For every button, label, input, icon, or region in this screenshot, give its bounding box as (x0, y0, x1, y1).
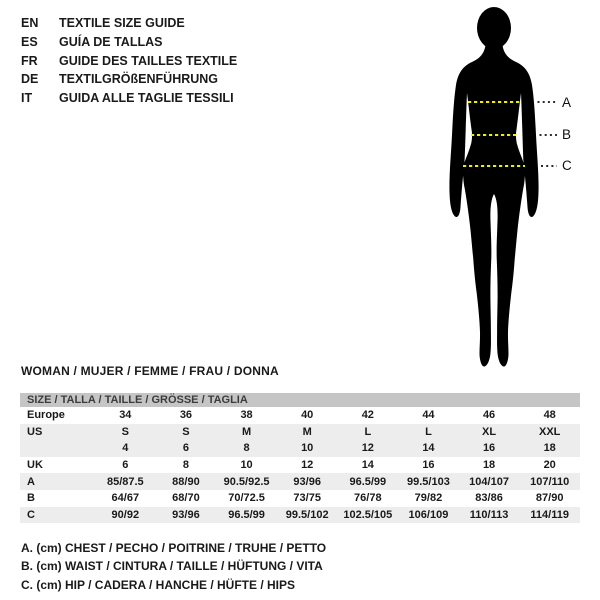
table-cell: 18 (543, 442, 556, 455)
table-cell: 102.5/105 (343, 508, 393, 521)
table-row-us-numbers (20, 440, 580, 457)
table-cell: 93/96 (293, 475, 321, 488)
table-cell: 68/70 (172, 492, 200, 505)
table-cell: M (241, 425, 252, 438)
table-cell: S (182, 425, 190, 438)
table-cell: 18 (482, 459, 496, 472)
lang-text: TEXTILGRÖßENFÜHRUNG (59, 72, 219, 87)
table-cell: XXL (538, 425, 561, 438)
table-cell: L (425, 425, 432, 438)
table-cell: 20 (543, 459, 556, 472)
table-cell: 6 (122, 459, 129, 472)
waist-marker-label: B (562, 127, 572, 142)
row-label: A (27, 475, 35, 488)
chest-marker-label: A (562, 95, 572, 110)
table-cell: 12 (361, 442, 374, 455)
table-cell: M (302, 425, 312, 438)
lang-text: GUIDA ALLE TAGLIE TESSILI (59, 91, 234, 106)
table-cell: 90.5/92.5 (223, 475, 270, 488)
table-cell: XL (482, 425, 497, 438)
table-cell: 70/72.5 (228, 492, 265, 505)
table-cell: 99.5/103 (407, 475, 450, 488)
table-cell: 16 (482, 442, 496, 455)
table-cell: 40 (301, 409, 314, 422)
table-cell: 10 (240, 459, 253, 472)
table-cell: 83/86 (475, 492, 503, 505)
lang-text: GUÍA DE TALLAS (59, 34, 163, 49)
woman-silhouette-figure (420, 0, 580, 380)
lang-text: GUIDE DES TAILLES TEXTILE (59, 53, 238, 68)
table-cell: 107/110 (530, 475, 570, 488)
legend-row-en (21, 14, 237, 33)
note-hip: C. (cm) HIP / CADERA / HANCHE / HÜFTE / HIPS (21, 577, 296, 592)
table-cell: 36 (179, 409, 193, 422)
table-cell: 46 (482, 409, 496, 422)
table-cell: 14 (422, 442, 435, 455)
table-row-europe (20, 407, 580, 424)
table-cell: 16 (422, 459, 435, 472)
row-label: B (27, 492, 35, 505)
lang-text: TEXTILE SIZE GUIDE (59, 16, 185, 30)
table-cell: 85/87.5 (106, 475, 144, 488)
table-cell: 76/78 (354, 492, 382, 505)
row-label: US (27, 425, 43, 438)
table-cell: 12 (301, 459, 314, 472)
note-waist: B. (cm) WAIST / CINTURA / TAILLE / HÜFTUNG / VITA (21, 559, 323, 574)
lang-code: IT (21, 91, 33, 106)
table-cell: 104/107 (469, 475, 509, 488)
table-cell: 10 (301, 442, 314, 455)
table-row-chest-a (20, 473, 580, 490)
table-header: SIZE / TALLA / TAILLE / GRÖSSE / TAGLIA (20, 393, 580, 407)
table-cell: 96.5/99 (228, 508, 265, 521)
table-cell: L (364, 425, 372, 438)
table-cell: 79/82 (414, 492, 443, 505)
row-label: UK (27, 459, 43, 472)
legend-row-fr (21, 52, 237, 71)
lang-code: ES (21, 34, 38, 49)
size-table (20, 393, 580, 523)
table-cell: 110/113 (469, 508, 509, 521)
table-cell: 90/92 (111, 508, 140, 521)
table-cell: 4 (122, 442, 129, 455)
table-cell: 44 (422, 409, 435, 422)
table-row-uk (20, 457, 580, 474)
row-label: Europe (27, 409, 65, 422)
note-chest: A. (cm) CHEST / PECHO / POITRINE / TRUHE / PETTO (21, 541, 327, 555)
measurement-notes (21, 539, 326, 594)
legend-row-de (21, 70, 237, 89)
table-cell: 34 (119, 409, 132, 422)
table-cell: 38 (240, 409, 253, 422)
hip-marker-label: C (562, 158, 572, 173)
table-row-us-letters (20, 424, 580, 441)
silhouette-body (449, 38, 538, 367)
legend-row-es (21, 33, 237, 52)
table-cell: S (121, 425, 129, 438)
table-row-waist-b (20, 490, 580, 507)
lang-code: EN (21, 16, 39, 30)
table-cell: 106/109 (408, 508, 449, 521)
table-cell: 8 (182, 459, 189, 472)
table-row-hip-c (20, 507, 580, 524)
section-title: WOMAN / MUJER / FEMME / FRAU / DONNA (21, 364, 279, 378)
lang-code: DE (21, 72, 39, 87)
table-cell: 87/90 (535, 492, 564, 505)
table-cell: 64/67 (111, 492, 140, 505)
table-cell: 114/119 (530, 508, 569, 521)
lang-code: FR (21, 53, 38, 68)
table-cell: 88/90 (172, 475, 200, 488)
table-cell: 96.5/99 (349, 475, 387, 488)
legend-row-it (21, 89, 237, 108)
table-cell: 14 (361, 459, 374, 472)
table-cell: 48 (543, 409, 556, 422)
table-cell: 8 (243, 442, 250, 455)
table-cell: 99.5/102 (285, 508, 329, 521)
table-cell: 93/96 (172, 508, 200, 521)
row-label: C (27, 508, 35, 521)
table-cell: 6 (182, 442, 189, 455)
table-cell: 42 (361, 409, 374, 422)
table-cell: 73/75 (293, 492, 321, 505)
language-legend (21, 14, 237, 108)
